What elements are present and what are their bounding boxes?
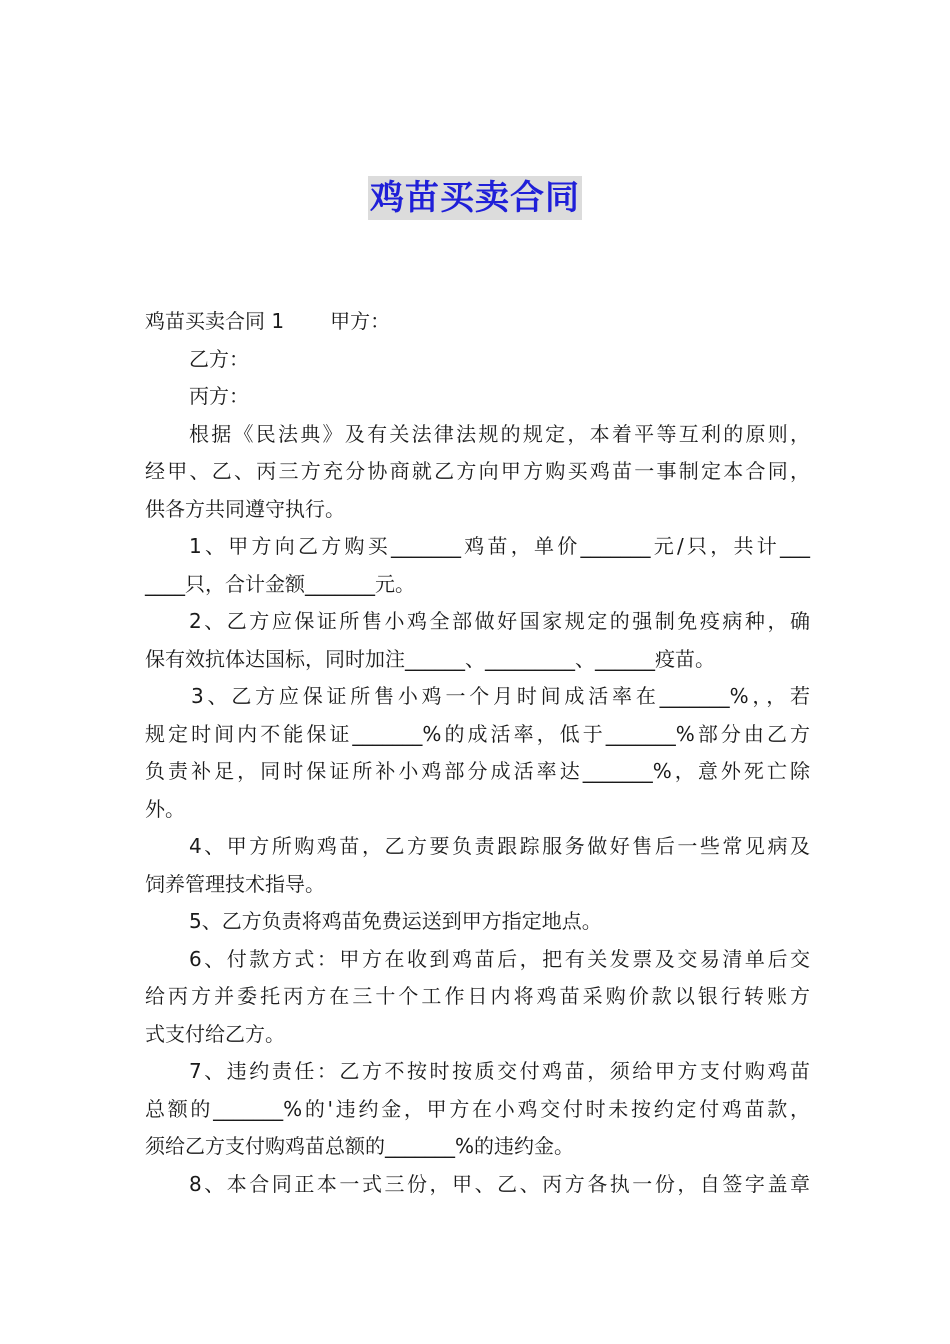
document-body: [145, 303, 810, 1203]
clause-5-line: 5、乙方负责将鸡苗免费运送到甲方指定地点。: [189, 909, 602, 933]
clause-7-line: 7、违约责任：乙方不按时按质交付鸡苗，须给甲方支付购鸡苗: [189, 1059, 810, 1083]
party-a-label: 甲方：: [330, 309, 391, 333]
clause-4-line: 饲养管理技术指导。: [145, 871, 325, 896]
clause-3-line: 3、乙方应保证所售小鸡一个月时间成活率在_______%，，若: [191, 684, 810, 708]
clause-3-line: 负责补足，同时保证所补小鸡部分成活率达_______%，意外死亡除: [145, 759, 810, 783]
party-c-label: 丙方：: [189, 384, 249, 408]
clause-3-line: 规定时间内不能保证_______%的成活率，低于_______%部分由乙方: [145, 721, 810, 746]
clause-6-line: 给丙方并委托丙方在三十个工作日内将鸡苗采购价款以银行转账方: [145, 984, 810, 1008]
title-container: [0, 176, 950, 220]
document-title: 鸡苗买卖合同: [370, 178, 580, 218]
paragraph-line: 经甲、乙、丙三方充分协商就乙方向甲方购买鸡苗一事制定本合同，: [145, 459, 810, 483]
clause-6-line: 式支付给乙方。: [145, 1021, 285, 1046]
clause-2-line: 2、乙方应保证所售小鸡全部做好国家规定的强制免疫病种，确: [189, 609, 810, 633]
clause-1-line: ____只，合计金额_______元。: [145, 571, 415, 596]
clause-6-line: 6、付款方式：甲方在收到鸡苗后，把有关发票及交易清单后交: [189, 946, 810, 971]
clause-7-line: 总额的_______%的'违约金，甲方在小鸡交付时未按约定付鸡苗款，: [145, 1096, 810, 1121]
paragraph-line: 根据《民法典》及有关法律法规的规定，本着平等互利的原则，: [189, 421, 810, 446]
clause-8-line: 8、本合同正本一式三份，甲、乙、丙方各执一份，自签字盖章: [189, 1171, 810, 1196]
paragraph-line: 供各方共同遵守执行。: [145, 496, 345, 521]
party-b-label: 乙方：: [189, 346, 249, 371]
paragraph-line: [145, 303, 810, 341]
clause-4-line: 4、甲方所购鸡苗，乙方要负责跟踪服务做好售后一些常见病及: [189, 834, 810, 858]
contract-heading: 鸡苗买卖合同 1: [145, 309, 285, 333]
clause-7-line: 须给乙方支付购鸡苗总额的_______%的违约金。: [145, 1134, 575, 1158]
clause-2-line: 保有效抗体达国标，同时加注______、_________、______疫苗。: [145, 646, 715, 671]
clause-3-line: 外。: [145, 796, 185, 821]
clause-1-line: 1、甲方向乙方购买_______鸡苗，单价_______元/只，共计___: [189, 534, 810, 558]
